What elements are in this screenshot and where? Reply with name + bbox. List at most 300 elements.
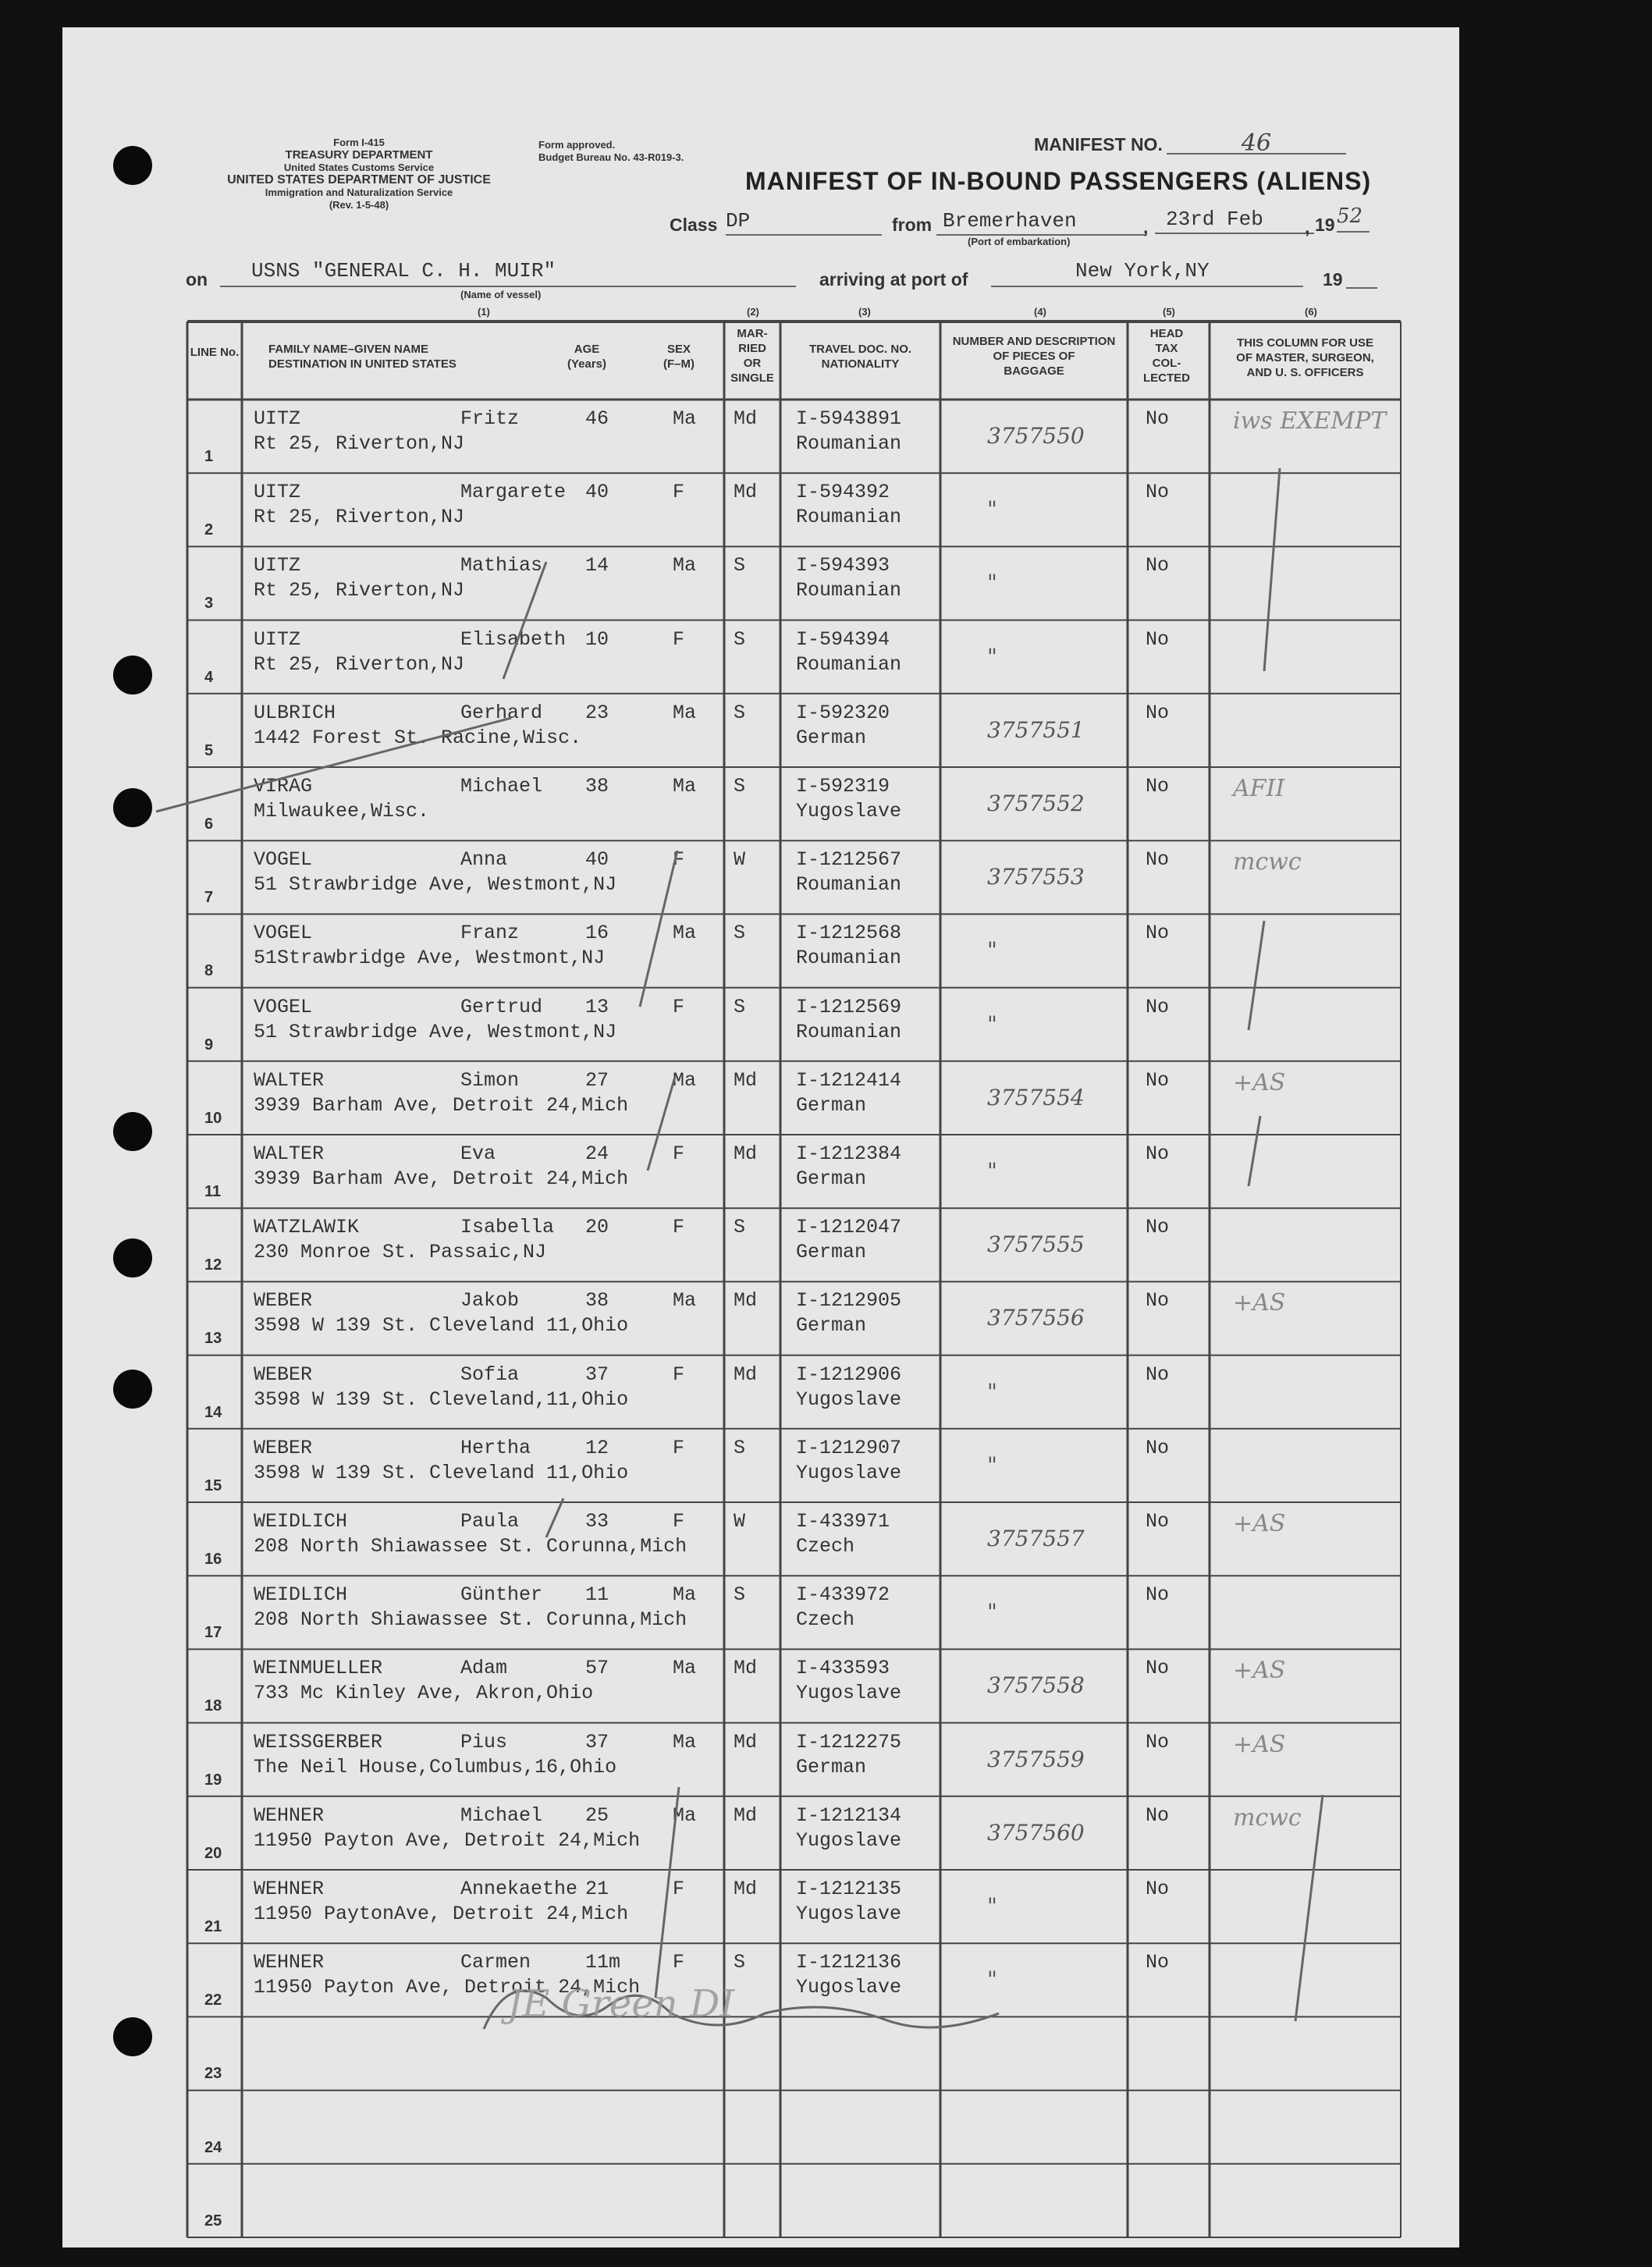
cell-doc: I-433593 (796, 1657, 890, 1680)
cell-given: Günther (460, 1583, 543, 1607)
cell-line: 2 (204, 521, 214, 539)
cell-dest: 1442 Forest St. Racine,Wisc. (254, 726, 582, 749)
cell-married: Md (734, 1068, 758, 1092)
cell-line: 17 (204, 1624, 222, 1642)
cell-doc: I-1212384 (796, 1142, 902, 1165)
cell-married: Md (734, 407, 758, 430)
cell-doc: I-1212135 (796, 1878, 902, 1900)
cell-nat: German (796, 1241, 867, 1264)
cell-line: 3 (204, 595, 214, 613)
cell-bag: " (987, 643, 997, 670)
cell-nat: German (796, 1755, 867, 1778)
cell-married: Md (734, 1657, 758, 1680)
cell-dest: 230 Monroe St. Passaic,NJ (254, 1241, 547, 1264)
header-age: AGE (Years) (567, 343, 607, 371)
cell-family: VIRAG (254, 775, 313, 798)
cell-given: Pius (460, 1730, 508, 1754)
cell-note: mcwc (1233, 1803, 1302, 1832)
cell-dest: Milwaukee,Wisc. (254, 800, 430, 823)
cell-bag: " (987, 937, 997, 964)
cell-family: WEISSGERBER (254, 1730, 383, 1754)
cell-married: Md (734, 1363, 758, 1386)
cell-sex: Ma (673, 1803, 697, 1827)
cell-doc: I-1212047 (796, 1216, 902, 1239)
cell-line: 22 (204, 1992, 222, 2009)
cell-dest: 51 Strawbridge Ave, Westmont,NJ (254, 873, 617, 897)
cell-tax: No (1146, 627, 1170, 651)
cell-line: 16 (204, 1551, 222, 1568)
cell-age: 40 (585, 481, 609, 504)
column-number: (2) (747, 306, 759, 318)
cell-age: 24 (585, 1142, 609, 1165)
cell-tax: No (1146, 995, 1170, 1018)
cell-given: Simon (460, 1068, 520, 1092)
cell-note: iws EXEMPT (1233, 407, 1387, 435)
cell-given: Carmen (460, 1951, 531, 1974)
cell-married: S (734, 1216, 746, 1239)
check-mark (1249, 1116, 1260, 1186)
cell-family: VOGEL (254, 848, 313, 872)
cell-family: WEBER (254, 1436, 313, 1459)
cell-family: UITZ (254, 407, 301, 430)
cell-sex: F (673, 995, 685, 1018)
cell-sex: F (673, 1951, 685, 1974)
cell-family: WEINMUELLER (254, 1657, 383, 1680)
cell-dest: 208 North Shiawassee St. Corunna,Mich (254, 1535, 687, 1558)
cell-family: WEBER (254, 1289, 313, 1313)
manifest-no-value: 46 (1241, 130, 1272, 157)
cell-given: Mathias (460, 554, 543, 577)
class-value: DP (726, 209, 751, 233)
cell-age: 57 (585, 1657, 609, 1680)
cell-nat: Roumanian (796, 506, 902, 529)
cell-bag: 3757553 (987, 864, 1085, 890)
cell-given: Margarete (460, 481, 567, 504)
cell-family: WALTER (254, 1068, 325, 1092)
cell-sex: F (673, 1436, 685, 1459)
cell-age: 23 (585, 701, 609, 724)
cell-tax: No (1146, 1730, 1170, 1754)
cell-bag: 3757560 (987, 1819, 1085, 1846)
date-value: 23rd Feb (1166, 208, 1263, 231)
check-mark (156, 718, 511, 812)
cell-married: S (734, 995, 746, 1018)
cell-doc: I-1212907 (796, 1436, 902, 1459)
cell-line: 14 (204, 1403, 222, 1421)
form-revision: (Rev. 1-5-48) (329, 199, 389, 211)
cell-age: 13 (585, 995, 609, 1018)
cell-age: 20 (585, 1216, 609, 1239)
column-number: (6) (1305, 306, 1317, 318)
cell-note: +AS (1233, 1730, 1286, 1758)
cell-dest: 3939 Barham Ave, Detroit 24,Mich (254, 1167, 629, 1190)
cell-married: Md (734, 1730, 758, 1754)
cell-nat: German (796, 726, 867, 749)
cell-tax: No (1146, 1583, 1170, 1607)
cell-note: +AS (1233, 1068, 1286, 1096)
cell-doc: I-594394 (796, 627, 890, 651)
cell-sex: Ma (673, 775, 697, 798)
cell-tax: No (1146, 775, 1170, 798)
cell-sex: Ma (673, 1583, 697, 1607)
cell-dest: 733 Mc Kinley Ave, Akron,Ohio (254, 1682, 594, 1705)
year2-prefix: 19 (1323, 269, 1343, 290)
header-officers: THIS COLUMN FOR USE OF MASTER, SURGEON, AND U. S. OFFICERS (1236, 336, 1374, 379)
cell-tax: No (1146, 848, 1170, 872)
cell-sex: F (673, 1363, 685, 1386)
cell-line: 9 (204, 1036, 214, 1054)
cell-tax: No (1146, 1363, 1170, 1386)
cell-note: AFII (1233, 775, 1285, 802)
year-prefix: 19 (1315, 215, 1335, 235)
cell-bag: 3757550 (987, 423, 1085, 449)
cell-bag: " (987, 1893, 997, 1919)
cell-nat: Czech (796, 1608, 855, 1632)
cell-dest: 3598 W 139 St. Cleveland 11,Ohio (254, 1314, 629, 1338)
cell-nat: Roumanian (796, 1020, 902, 1043)
cell-age: 46 (585, 407, 609, 430)
cell-given: Sofia (460, 1363, 520, 1386)
cell-line: 21 (204, 1918, 222, 1935)
cell-bag: " (987, 1967, 997, 1993)
cell-sex: Ma (673, 1289, 697, 1313)
cell-married: Md (734, 1803, 758, 1827)
header-married: MAR- RIED OR SINGLE (730, 327, 774, 385)
cell-nat: Yugoslave (796, 1461, 902, 1484)
cell-age: 11m (585, 1951, 621, 1974)
cell-tax: No (1146, 1068, 1170, 1092)
cell-line: 7 (204, 889, 214, 907)
cell-tax: No (1146, 1951, 1170, 1974)
cell-bag: 3757559 (987, 1746, 1085, 1772)
cell-given: Isabella (460, 1216, 555, 1239)
cell-sex: F (673, 1878, 685, 1900)
cell-nat: Yugoslave (796, 800, 902, 823)
cell-doc: I-594393 (796, 554, 890, 577)
column-number: (4) (1034, 306, 1046, 318)
cell-tax: No (1146, 407, 1170, 430)
cell-nat: German (796, 1167, 867, 1190)
cell-given: Fritz (460, 407, 520, 430)
cell-line: 23 (204, 2065, 222, 2083)
vessel-value: USNS "GENERAL C. H. MUIR" (251, 259, 556, 282)
cell-nat: Roumanian (796, 432, 902, 455)
cell-line: 10 (204, 1109, 222, 1127)
cell-age: 37 (585, 1730, 609, 1754)
cell-line: 8 (204, 962, 214, 980)
cell-line: 4 (204, 668, 214, 686)
cell-doc: I-1212567 (796, 848, 902, 872)
cell-given: Eva (460, 1142, 496, 1165)
cell-line: 12 (204, 1256, 222, 1274)
cell-sex: Ma (673, 1068, 697, 1092)
cell-tax: No (1146, 1436, 1170, 1459)
cell-sex: F (673, 1216, 685, 1239)
cell-nat: Yugoslave (796, 1388, 902, 1411)
signature: JE Green DI (507, 1982, 735, 2026)
cell-bag: " (987, 1452, 997, 1478)
cell-married: S (734, 775, 746, 798)
check-mark (1295, 1795, 1323, 2021)
manifest-no-label: MANIFEST NO. (1034, 134, 1163, 155)
cell-line: 13 (204, 1330, 222, 1348)
cell-sex: F (673, 1142, 685, 1165)
cell-nat: Yugoslave (796, 1903, 902, 1925)
cell-line: 5 (204, 741, 214, 759)
cell-bag: " (987, 1011, 997, 1037)
cell-given: Annekaethe (460, 1878, 578, 1900)
cell-dest: Rt 25, Riverton,NJ (254, 579, 465, 602)
cell-nat: Yugoslave (796, 1682, 902, 1705)
cell-doc: I-592320 (796, 701, 890, 724)
cell-nat: Czech (796, 1535, 855, 1558)
check-mark (546, 1498, 563, 1537)
year-value: 52 (1337, 204, 1363, 228)
cell-family: UITZ (254, 554, 301, 577)
cell-nat: Yugoslave (796, 1828, 902, 1852)
cell-dest: 3939 Barham Ave, Detroit 24,Mich (254, 1093, 629, 1117)
cell-family: WEHNER (254, 1951, 325, 1974)
cell-doc: I-1212906 (796, 1363, 902, 1386)
cell-dest: Rt 25, Riverton,NJ (254, 432, 465, 455)
budget-bureau: Budget Bureau No. 43-R019-3. (538, 151, 684, 163)
cell-age: 10 (585, 627, 609, 651)
cell-bag: 3757551 (987, 716, 1085, 743)
cell-sex: F (673, 481, 685, 504)
cell-age: 14 (585, 554, 609, 577)
cell-nat: Yugoslave (796, 1976, 902, 1999)
cell-tax: No (1146, 1289, 1170, 1313)
cell-family: WEHNER (254, 1803, 325, 1827)
cell-given: Michael (460, 775, 543, 798)
class-label: Class (670, 215, 718, 235)
cell-given: Hertha (460, 1436, 531, 1459)
cell-given: Paula (460, 1510, 520, 1533)
cell-age: 11 (585, 1583, 609, 1607)
cell-bag: 3757558 (987, 1672, 1085, 1699)
on-label: on (186, 269, 208, 290)
cell-bag: 3757555 (987, 1231, 1085, 1258)
cell-age: 33 (585, 1510, 609, 1533)
cell-married: Md (734, 1878, 758, 1900)
cell-doc: I-433971 (796, 1510, 890, 1533)
cell-nat: Roumanian (796, 579, 902, 602)
cell-nat: Roumanian (796, 652, 902, 676)
cell-married: W (734, 848, 746, 872)
cell-note: mcwc (1233, 848, 1302, 876)
ins-service: Immigration and Naturalization Service (265, 187, 453, 198)
cell-family: WEBER (254, 1363, 313, 1386)
cell-sex: F (673, 627, 685, 651)
cell-note: +AS (1233, 1657, 1286, 1685)
cell-sex: Ma (673, 1730, 697, 1754)
cell-bag: " (987, 570, 997, 596)
cell-sex: Ma (673, 407, 697, 430)
cell-family: UITZ (254, 481, 301, 504)
cell-given: Adam (460, 1657, 508, 1680)
cell-doc: I-1212905 (796, 1289, 902, 1313)
cell-doc: I-433972 (796, 1583, 890, 1607)
check-mark (1264, 468, 1280, 671)
cell-bag: " (987, 496, 997, 523)
check-mark (655, 1787, 679, 1998)
cell-tax: No (1146, 1657, 1170, 1680)
cell-doc: I-594392 (796, 481, 890, 504)
cell-family: WEIDLICH (254, 1510, 348, 1533)
cell-dest: 11950 PaytonAve, Detroit 24,Mich (254, 1903, 629, 1925)
from-label: from (892, 215, 933, 235)
cell-line: 24 (204, 2138, 222, 2156)
cell-given: Gerhard (460, 701, 543, 724)
cell-bag: 3757554 (987, 1084, 1085, 1110)
cell-bag: " (987, 1599, 997, 1626)
arriving-label: arriving at port of (819, 269, 968, 290)
cell-doc: I-1212568 (796, 922, 902, 945)
cell-sex: Ma (673, 1657, 697, 1680)
cell-nat: Roumanian (796, 947, 902, 970)
cell-sex: Ma (673, 701, 697, 724)
cell-tax: No (1146, 1803, 1170, 1827)
check-mark (640, 851, 677, 1007)
cell-age: 16 (585, 922, 609, 945)
cell-married: W (734, 1510, 746, 1533)
cell-tax: No (1146, 701, 1170, 724)
comma: , (1305, 217, 1310, 237)
cell-dest: 51Strawbridge Ave, Westmont,NJ (254, 947, 606, 970)
cell-nat: Roumanian (796, 873, 902, 897)
cell-line: 20 (204, 1844, 222, 1862)
cell-married: S (734, 701, 746, 724)
cell-age: 37 (585, 1363, 609, 1386)
form-approved: Form approved. (538, 139, 616, 151)
check-mark (1249, 921, 1264, 1030)
cell-line: 18 (204, 1697, 222, 1715)
cell-dest: 11950 Payton Ave, Detroit 24,Mich (254, 1976, 641, 1999)
form-number: Form I-415 (333, 137, 385, 148)
cell-doc: I-1212414 (796, 1068, 902, 1092)
cell-dest: 208 North Shiawassee St. Corunna,Mich (254, 1608, 687, 1632)
cell-dest: Rt 25, Riverton,NJ (254, 652, 465, 676)
cell-family: WATZLAWIK (254, 1216, 360, 1239)
check-mark (648, 1077, 675, 1171)
cell-tax: No (1146, 481, 1170, 504)
port-of-embarkation-caption: (Port of embarkation) (968, 236, 1071, 247)
cell-dest: 11950 Payton Ave, Detroit 24,Mich (254, 1828, 641, 1852)
header-line: LINE No. (190, 346, 240, 359)
cell-married: Md (734, 1142, 758, 1165)
treasury-department: TREASURY DEPARTMENT (285, 148, 433, 162)
cell-married: S (734, 1436, 746, 1459)
header-tax: HEAD TAX COL- LECTED (1143, 327, 1190, 385)
cell-dest: 3598 W 139 St. Cleveland 11,Ohio (254, 1461, 629, 1484)
customs-service: United States Customs Service (283, 162, 435, 173)
cell-married: S (734, 627, 746, 651)
cell-line: 15 (204, 1476, 222, 1494)
cell-given: Franz (460, 922, 520, 945)
cell-sex: Ma (673, 922, 697, 945)
cell-doc: I-1212134 (796, 1803, 902, 1827)
cell-sex: Ma (673, 554, 697, 577)
cell-family: WALTER (254, 1142, 325, 1165)
cell-dest: 3598 W 139 St. Cleveland,11,Ohio (254, 1388, 629, 1411)
cell-given: Jakob (460, 1289, 520, 1313)
cell-family: VOGEL (254, 995, 313, 1018)
cell-age: 40 (585, 848, 609, 872)
vessel-caption: (Name of vessel) (460, 289, 542, 300)
header-baggage: NUMBER AND DESCRIPTION OF PIECES OF BAGGAGE (952, 335, 1116, 378)
cell-given: Michael (460, 1803, 543, 1827)
cell-nat: German (796, 1314, 867, 1338)
column-number: (3) (858, 306, 871, 318)
cell-note: +AS (1233, 1510, 1286, 1537)
cell-line: 1 (204, 448, 214, 465)
cell-tax: No (1146, 1878, 1170, 1900)
cell-line: 6 (204, 815, 214, 833)
cell-married: Md (734, 481, 758, 504)
cell-tax: No (1146, 1216, 1170, 1239)
cell-tax: No (1146, 922, 1170, 945)
cell-family: WEHNER (254, 1878, 325, 1900)
cell-age: 21 (585, 1878, 609, 1900)
cell-given: Gertrud (460, 995, 543, 1018)
cell-dest: Rt 25, Riverton,NJ (254, 506, 465, 529)
cell-doc: I-5943891 (796, 407, 902, 430)
cell-line: 25 (204, 2212, 222, 2230)
cell-tax: No (1146, 1142, 1170, 1165)
cell-given: Anna (460, 848, 508, 872)
cell-dest: The Neil House,Columbus,16,Ohio (254, 1755, 617, 1778)
justice-department: UNITED STATES DEPARTMENT OF JUSTICE (227, 173, 491, 187)
cell-sex: F (673, 1510, 685, 1533)
cell-bag: 3757557 (987, 1526, 1085, 1551)
cell-married: S (734, 1583, 746, 1607)
cell-family: WEIDLICH (254, 1583, 348, 1607)
cell-given: Elisabeth (460, 627, 567, 651)
column-number: (5) (1163, 306, 1175, 318)
cell-family: UITZ (254, 627, 301, 651)
arriving-value: New York,NY (1075, 259, 1210, 282)
cell-married: S (734, 554, 746, 577)
cell-doc: I-1212569 (796, 995, 902, 1018)
cell-bag: 3757552 (987, 791, 1085, 816)
cell-family: VOGEL (254, 922, 313, 945)
header-travel: TRAVEL DOC. NO. NATIONALITY (808, 343, 912, 371)
cell-age: 27 (585, 1068, 609, 1092)
cell-married: Md (734, 1289, 758, 1313)
cell-line: 19 (204, 1771, 222, 1789)
cell-age: 12 (585, 1436, 609, 1459)
cell-age: 38 (585, 775, 609, 798)
manifest-title: MANIFEST OF IN-BOUND PASSENGERS (ALIENS) (745, 167, 1372, 195)
cell-family: ULBRICH (254, 701, 336, 724)
column-number: (1) (478, 306, 490, 318)
cell-sex: F (673, 848, 685, 872)
cell-doc: I-1212275 (796, 1730, 902, 1754)
header-sex: SEX (F–M) (663, 343, 695, 371)
cell-tax: No (1146, 1510, 1170, 1533)
cell-bag: " (987, 1378, 997, 1405)
cell-nat: German (796, 1093, 867, 1117)
cell-married: S (734, 922, 746, 945)
cell-doc: I-592319 (796, 775, 890, 798)
cell-age: 25 (585, 1803, 609, 1827)
cell-doc: I-1212136 (796, 1951, 902, 1974)
cell-married: S (734, 1951, 746, 1974)
cell-age: 38 (585, 1289, 609, 1313)
cell-line: 11 (204, 1183, 222, 1200)
cell-note: +AS (1233, 1289, 1286, 1317)
cell-bag: " (987, 1158, 997, 1184)
